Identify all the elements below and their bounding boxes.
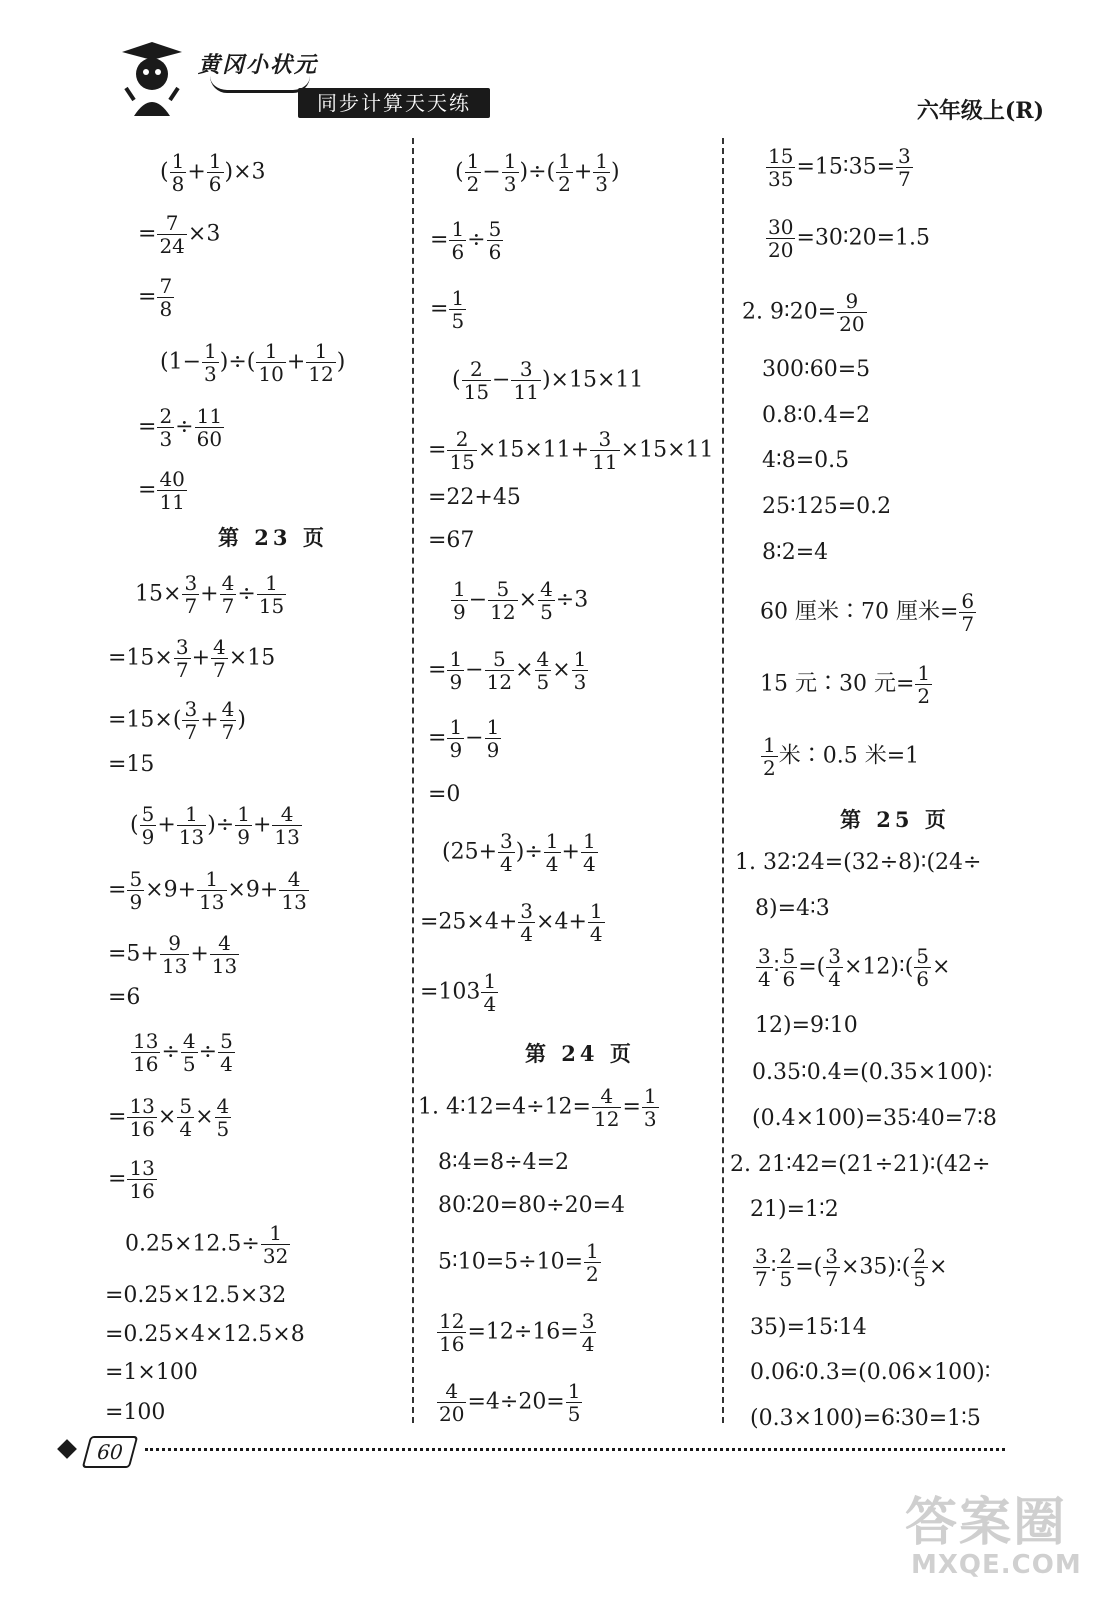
fraction: $\frac{1}{2}$ xyxy=(558,149,571,196)
math-line: 300∶60=5 xyxy=(762,357,871,382)
fraction: $\frac{2}{15}$ xyxy=(449,427,475,474)
math-line: 4∶8=0.5 xyxy=(762,448,850,473)
brand-swoosh xyxy=(210,76,310,93)
math-line: ( $\frac{1}{2}$ − $\frac{1}{3}$ )÷( $\frac{1}{2}$ + $\frac{1}{3}$ ) xyxy=(455,149,620,196)
fraction: $\frac{7}{8}$ xyxy=(159,274,173,321)
fraction: $\frac{4}{12}$ xyxy=(594,1084,620,1131)
fraction: $\frac{1}{4}$ xyxy=(545,829,559,876)
fraction: $\frac{1}{8}$ xyxy=(171,149,185,196)
fraction: $\frac{3}{4}$ xyxy=(828,944,841,991)
fraction: $\frac{4}{13}$ xyxy=(274,802,300,849)
fraction: $\frac{3}{4}$ xyxy=(581,1309,595,1356)
fraction: $\frac{13}{16}$ xyxy=(129,1156,155,1203)
math-line: =22+45 xyxy=(428,485,521,510)
fraction: $\frac{3}{4}$ xyxy=(520,899,534,946)
math-line: 5∶10=5÷10= $\frac{1}{2}$ xyxy=(438,1239,599,1286)
fraction: $\frac{1}{32}$ xyxy=(262,1221,289,1268)
fraction: $\frac{1}{4}$ xyxy=(589,899,603,946)
fraction: $\frac{1}{10}$ xyxy=(258,339,284,386)
math-line: =103 $\frac{1}{4}$ xyxy=(420,969,497,1016)
math-line: (0.4×100)=35∶40=7∶8 xyxy=(752,1106,997,1131)
fraction: $\frac{5}{12}$ xyxy=(486,647,513,694)
fraction: $\frac{1}{3}$ xyxy=(595,149,609,196)
math-line: 35)=15∶14 xyxy=(750,1315,867,1340)
math-line: =0 xyxy=(428,782,461,807)
fraction: $\frac{3}{7}$ xyxy=(175,635,189,682)
fraction: $\frac{1}{13}$ xyxy=(178,802,205,849)
math-line: 0.8∶0.4=2 xyxy=(762,403,871,428)
fraction: $\frac{1}{5}$ xyxy=(451,286,465,333)
fraction: $\frac{1}{9}$ xyxy=(486,715,500,762)
math-line: (25+ $\frac{3}{4}$ )÷ $\frac{1}{4}$ + $\frac{1}{4}$ xyxy=(442,829,596,876)
fraction: $\frac{4}{7}$ xyxy=(213,635,226,682)
fraction: $\frac{4}{20}$ xyxy=(439,1379,465,1426)
math-line: 21)=1∶2 xyxy=(750,1197,839,1222)
fraction: $\frac{3}{7}$ xyxy=(898,144,911,191)
math-line: = $\frac{1}{9}$ − $\frac{1}{9}$ xyxy=(428,715,500,762)
math-line: =1×100 xyxy=(105,1360,198,1385)
math-line: = $\frac{7}{24}$ ×3 xyxy=(138,211,221,258)
footer-dotted-rule xyxy=(145,1448,1005,1451)
math-line: 0.06∶0.3=(0.06×100)∶ xyxy=(750,1360,991,1385)
fraction: $\frac{3}{4}$ xyxy=(500,829,513,876)
fraction: $\frac{4}{13}$ xyxy=(211,931,238,978)
fraction: $\frac{1}{2}$ xyxy=(917,661,931,708)
fraction: $\frac{2}{3}$ xyxy=(159,404,173,451)
fraction: $\frac{1}{9}$ xyxy=(237,802,250,849)
fraction: $\frac{13}{16}$ xyxy=(133,1029,159,1076)
fraction: $\frac{40}{11}$ xyxy=(159,467,185,514)
fraction: $\frac{1}{3}$ xyxy=(204,339,217,386)
fraction: $\frac{2}{5}$ xyxy=(779,1244,793,1291)
page-header xyxy=(0,0,1104,125)
math-line: 25∶125=0.2 xyxy=(762,494,892,519)
math-line: = $\frac{7}{8}$ xyxy=(138,274,173,321)
fraction: $\frac{5}{12}$ xyxy=(490,577,516,624)
fraction: $\frac{5}{6}$ xyxy=(488,217,502,264)
fraction: $\frac{1}{13}$ xyxy=(199,867,225,914)
math-line: (0.3×100)=6∶30=1∶5 xyxy=(750,1406,981,1431)
math-line: = $\frac{2}{15}$ ×15×11+ $\frac{3}{11}$ ×15×11 xyxy=(428,427,714,474)
math-line: =15×( $\frac{3}{7}$ + $\frac{4}{7}$ ) xyxy=(108,697,246,744)
fraction: $\frac{1}{4}$ xyxy=(483,969,497,1016)
fraction: $\frac{9}{20}$ xyxy=(839,289,865,336)
math-line: 15× $\frac{3}{7}$ + $\frac{4}{7}$ ÷ $\frac{1}{15}$ xyxy=(135,571,285,618)
math-line: 12)=9∶10 xyxy=(755,1013,858,1038)
math-line: 0.25×12.5÷ $\frac{1}{32}$ xyxy=(125,1221,289,1268)
math-line: 60 厘米∶70 厘米= $\frac{6}{7}$ xyxy=(760,589,975,636)
watermark-url: MXQE.COM xyxy=(911,1550,1082,1580)
fraction: $\frac{5}{9}$ xyxy=(129,867,143,914)
page-section-heading: 第 24 页 xyxy=(525,1041,635,1066)
fraction: $\frac{4}{13}$ xyxy=(281,867,307,914)
fraction: $\frac{1}{3}$ xyxy=(643,1084,657,1131)
fraction: $\frac{4}{7}$ xyxy=(221,571,235,618)
fraction: $\frac{1}{15}$ xyxy=(258,571,285,618)
fraction: $\frac{30}{20}$ xyxy=(768,215,794,262)
grade-label: 六年级上(R) xyxy=(916,98,1044,124)
fraction: $\frac{5}{4}$ xyxy=(179,1094,193,1141)
math-line: =0.25×4×12.5×8 xyxy=(105,1322,305,1347)
fraction: $\frac{5}{6}$ xyxy=(782,944,796,991)
math-line: $\frac{15}{35}$ =15∶35= $\frac{3}{7}$ xyxy=(768,144,911,191)
page-section-heading: 第 25 页 xyxy=(840,807,950,832)
math-line: $\frac{4}{20}$ =4÷20= $\frac{1}{5}$ xyxy=(439,1379,581,1426)
fraction: $\frac{1}{12}$ xyxy=(308,339,334,386)
fraction: $\frac{1}{2}$ xyxy=(466,149,480,196)
column-divider-1 xyxy=(412,138,414,1423)
fraction: $\frac{6}{7}$ xyxy=(961,589,975,636)
math-line: $\frac{1}{2}$ 米∶0.5 米=1 xyxy=(763,733,920,780)
fraction: $\frac{5}{6}$ xyxy=(916,944,930,991)
fraction: $\frac{2}{5}$ xyxy=(913,1244,927,1291)
math-line: 1. 32∶24=(32÷8)∶(24÷ xyxy=(735,850,982,875)
math-line: $\frac{3}{4}$ ∶ $\frac{5}{6}$ =( $\frac{3}{4}$ ×12)∶( $\frac{5}{6}$ × xyxy=(758,944,951,991)
math-line: ( $\frac{1}{8}$ + $\frac{1}{6}$ )×3 xyxy=(160,149,266,196)
fraction: $\frac{4}{5}$ xyxy=(182,1029,196,1076)
fraction: $\frac{5}{9}$ xyxy=(141,802,155,849)
fraction: $\frac{7}{24}$ xyxy=(159,211,185,258)
math-line: ( $\frac{5}{9}$ + $\frac{1}{13}$ )÷ $\frac{1}{9}$ + $\frac{4}{13}$ xyxy=(130,802,300,849)
math-line: =5+ $\frac{9}{13}$ + $\frac{4}{13}$ xyxy=(108,931,238,978)
fraction: $\frac{4}{5}$ xyxy=(536,647,550,694)
fraction: $\frac{1}{2}$ xyxy=(586,1239,599,1286)
math-line: = $\frac{5}{9}$ ×9+ $\frac{1}{13}$ ×9+ $\frac{4}{13}$ xyxy=(108,867,307,914)
fraction: $\frac{15}{35}$ xyxy=(768,144,794,191)
math-line: $\frac{13}{16}$ ÷ $\frac{4}{5}$ ÷ $\frac{5}{4}$ xyxy=(133,1029,233,1076)
math-line: ( $\frac{2}{15}$ − $\frac{3}{11}$ )×15×11 xyxy=(452,357,644,404)
math-line: 80∶20=80÷20=4 xyxy=(438,1193,625,1218)
fraction: $\frac{1}{6}$ xyxy=(451,217,465,264)
math-line: 8∶2=4 xyxy=(762,540,829,565)
brand-title: 黄冈小状元 xyxy=(198,52,319,78)
math-line: =6 xyxy=(108,985,141,1010)
brand-subtitle: 同步计算天天练 xyxy=(298,88,490,118)
fraction: $\frac{1}{5}$ xyxy=(567,1379,581,1426)
math-line: = $\frac{1}{6}$ ÷ $\frac{5}{6}$ xyxy=(430,217,502,264)
math-line: = $\frac{1}{5}$ xyxy=(430,286,465,333)
fraction: $\frac{1}{3}$ xyxy=(573,647,587,694)
fraction: $\frac{9}{13}$ xyxy=(161,931,188,978)
math-line: 1. 4∶12=4÷12= $\frac{4}{12}$ = $\frac{1}{3}$ xyxy=(418,1084,657,1131)
math-line: = $\frac{1}{9}$ − $\frac{5}{12}$ × $\frac{4}{5}$ × $\frac{1}{3}$ xyxy=(428,647,587,694)
fraction: $\frac{3}{7}$ xyxy=(825,1244,838,1291)
fraction: $\frac{11}{60}$ xyxy=(196,404,223,451)
math-line: =25×4+ $\frac{3}{4}$ ×4+ $\frac{1}{4}$ xyxy=(420,899,603,946)
fraction: $\frac{1}{2}$ xyxy=(763,733,776,780)
fraction: $\frac{13}{16}$ xyxy=(129,1094,155,1141)
math-line: 8)=4∶3 xyxy=(755,896,830,921)
fraction: $\frac{3}{11}$ xyxy=(513,357,539,404)
math-line: =0.25×12.5×32 xyxy=(105,1283,287,1308)
math-line: 0.35∶0.4=(0.35×100)∶ xyxy=(752,1060,993,1085)
math-line: $\frac{1}{9}$ − $\frac{5}{12}$ × $\frac{4}{5}$ ÷3 xyxy=(453,577,589,624)
math-line: 2. 21∶42=(21÷21)∶(42÷ xyxy=(730,1152,991,1177)
math-line: $\frac{3}{7}$ ∶ $\frac{2}{5}$ =( $\frac{3}{7}$ ×35)∶( $\frac{2}{5}$ × xyxy=(755,1244,948,1291)
math-line: =15× $\frac{3}{7}$ + $\frac{4}{7}$ ×15 xyxy=(108,635,276,682)
fraction: $\frac{3}{7}$ xyxy=(755,1244,768,1291)
math-line: (1− $\frac{1}{3}$ )÷( $\frac{1}{10}$ + $\frac{1}{12}$ ) xyxy=(160,339,346,386)
watermark xyxy=(905,1480,1085,1590)
fraction: $\frac{3}{7}$ xyxy=(184,697,198,744)
fraction: $\frac{1}{4}$ xyxy=(582,829,596,876)
math-line: $\frac{30}{20}$ =30∶20=1.5 xyxy=(768,215,931,262)
fraction: $\frac{3}{7}$ xyxy=(184,571,198,618)
math-line: 2. 9∶20= $\frac{9}{20}$ xyxy=(742,289,865,336)
fraction: $\frac{4}{5}$ xyxy=(216,1094,230,1141)
fraction: $\frac{2}{15}$ xyxy=(463,357,490,404)
fraction: $\frac{1}{9}$ xyxy=(453,577,466,624)
page-section-heading: 第 23 页 xyxy=(218,525,328,550)
column-divider-2 xyxy=(722,138,724,1423)
footer-diamond-icon xyxy=(57,1439,77,1459)
fraction: $\frac{5}{4}$ xyxy=(220,1029,233,1076)
math-line: =15 xyxy=(108,752,155,777)
fraction: $\frac{3}{4}$ xyxy=(758,944,771,991)
math-line: = $\frac{13}{16}$ × $\frac{5}{4}$ × $\frac{4}{5}$ xyxy=(108,1094,230,1141)
page-number: 60 xyxy=(82,1436,139,1468)
math-line: =100 xyxy=(105,1400,166,1425)
fraction: $\frac{1}{9}$ xyxy=(449,647,463,694)
math-line: = $\frac{13}{16}$ xyxy=(108,1156,155,1203)
math-line: 15 元∶30 元= $\frac{1}{2}$ xyxy=(760,661,931,708)
math-line: 8∶4=8÷4=2 xyxy=(438,1150,570,1175)
fraction: $\frac{12}{16}$ xyxy=(439,1309,465,1356)
fraction: $\frac{4}{5}$ xyxy=(540,577,553,624)
fraction: $\frac{3}{11}$ xyxy=(592,427,618,474)
fraction: $\frac{1}{3}$ xyxy=(503,149,517,196)
math-line: =67 xyxy=(428,528,475,553)
watermark-logo: 答案圈 xyxy=(905,1493,1068,1553)
math-line: = $\frac{40}{11}$ xyxy=(138,467,185,514)
math-line: = $\frac{2}{3}$ ÷ $\frac{11}{60}$ xyxy=(138,404,223,451)
mascot-logo xyxy=(112,38,192,118)
fraction: $\frac{1}{6}$ xyxy=(208,149,222,196)
fraction: $\frac{4}{7}$ xyxy=(221,697,235,744)
math-line: $\frac{12}{16}$ =12÷16= $\frac{3}{4}$ xyxy=(439,1309,595,1356)
fraction: $\frac{1}{9}$ xyxy=(449,715,463,762)
